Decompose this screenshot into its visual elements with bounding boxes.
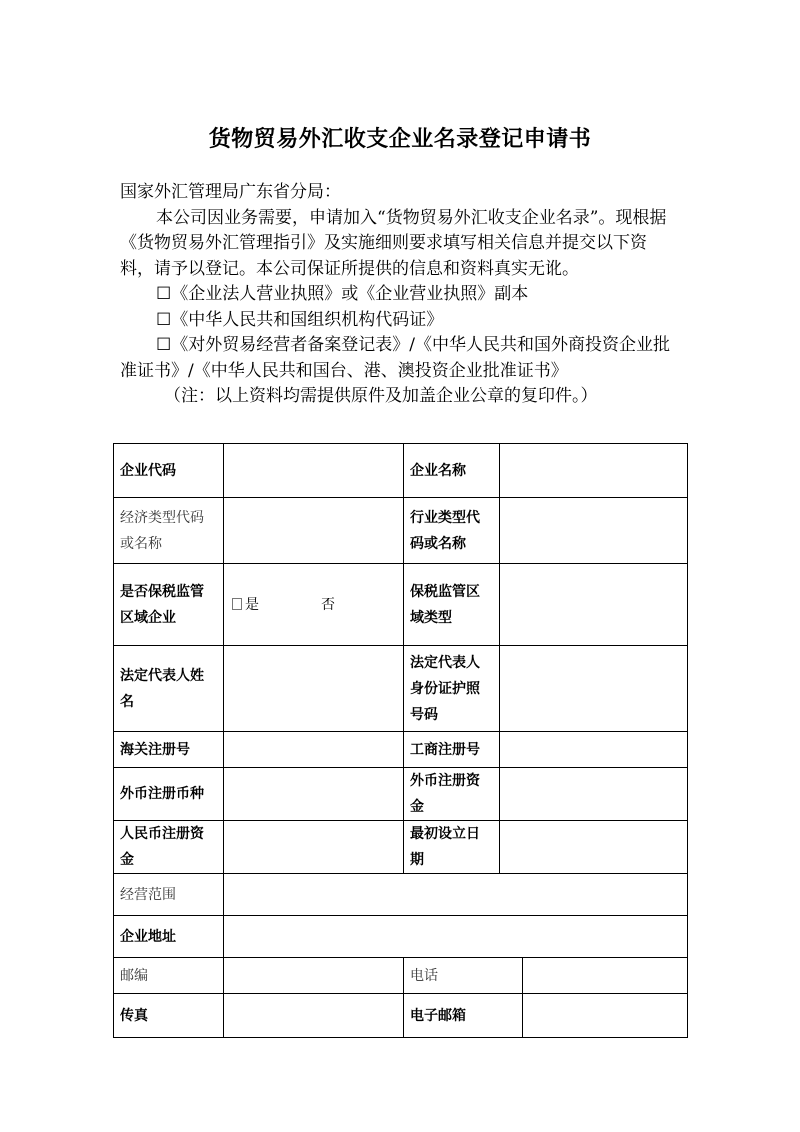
input-business-scope[interactable] xyxy=(224,874,688,916)
bonded-zone-choice xyxy=(224,564,404,646)
input-fax[interactable] xyxy=(224,994,404,1038)
label-enterprise-name: 企业名称 xyxy=(404,444,500,498)
label-founding-date: 最初设立日期 xyxy=(404,821,500,874)
input-enterprise-code[interactable] xyxy=(224,444,404,498)
table-row xyxy=(114,498,688,564)
table-row xyxy=(114,768,688,821)
label-address: 企业地址 xyxy=(114,916,224,958)
label-business-scope: 经营范围 xyxy=(114,874,224,916)
label-bonded-zone: 是否保税监管区域企业 xyxy=(114,564,224,646)
label-postcode: 邮编 xyxy=(114,958,224,994)
table-row xyxy=(114,958,688,994)
table-row xyxy=(114,444,688,498)
input-customs-no[interactable] xyxy=(224,732,404,768)
label-economic-type: 经济类型代码或名称 xyxy=(114,498,224,564)
registration-form xyxy=(113,443,688,1038)
label-customs-no: 海关注册号 xyxy=(114,732,224,768)
intro-paragraph: 本公司因业务需要，申请加入“货物贸易外汇收支企业名录”。现根据《货物贸易外汇管理指引》及实施细则要求填写相关信息并提交以下资料，请予以登记。本公司保证所提供的信息和资料真实无讹。 xyxy=(120,207,667,279)
label-enterprise-code: 企业代码 xyxy=(114,444,224,498)
note: （注：以上资料均需提供原件及加盖企业公章的复印件。） xyxy=(164,386,598,406)
table-row xyxy=(114,646,688,732)
application-body xyxy=(120,180,680,410)
checklist-item: ☐《中华人民共和国组织机构代码证》 xyxy=(156,309,444,330)
table-row xyxy=(114,821,688,874)
input-legal-rep-id[interactable] xyxy=(500,646,688,732)
table-row xyxy=(114,732,688,768)
input-fx-capital[interactable] xyxy=(500,768,688,821)
checklist-item: ☐《企业法人营业执照》或《企业营业执照》副本 xyxy=(156,284,529,304)
addressee: 国家外汇管理局广东省分局： xyxy=(120,182,341,202)
input-bonded-zone-type[interactable] xyxy=(500,564,688,646)
table-row xyxy=(114,994,688,1038)
label-industry-type: 行业类型代码或名称 xyxy=(404,498,500,564)
input-economic-type[interactable] xyxy=(224,498,404,564)
label-legal-rep-name: 法定代表人姓名 xyxy=(114,646,224,732)
table-row xyxy=(114,564,688,646)
input-legal-rep-name[interactable] xyxy=(224,646,404,732)
input-postcode[interactable] xyxy=(224,958,404,994)
page-title: 货物贸易外汇收支企业名录登记申请书 xyxy=(208,126,592,152)
label-rmb-capital: 人民币注册资金 xyxy=(114,821,224,874)
table-row xyxy=(114,916,688,958)
input-fx-currency[interactable] xyxy=(224,768,404,821)
checkbox-icon[interactable] xyxy=(232,598,242,610)
input-business-reg-no[interactable] xyxy=(500,732,688,768)
table-row xyxy=(114,874,688,916)
input-address[interactable] xyxy=(224,916,688,958)
input-enterprise-name[interactable] xyxy=(500,444,688,498)
label-bonded-zone-type: 保税监管区域类型 xyxy=(404,564,500,646)
input-phone[interactable] xyxy=(523,958,688,994)
input-rmb-capital[interactable] xyxy=(224,821,404,874)
label-phone: 电话 xyxy=(404,958,523,994)
input-industry-type[interactable] xyxy=(500,498,688,564)
label-fx-capital: 外币注册资金 xyxy=(404,768,500,821)
label-fax: 传真 xyxy=(114,994,224,1038)
option-no[interactable]: 否 xyxy=(321,596,335,613)
input-email[interactable] xyxy=(523,994,688,1038)
label-fx-currency: 外币注册币种 xyxy=(114,768,224,821)
checklist-item: ☐《对外贸易经营者备案登记表》/《中华人民共和国外商投资企业批准证书》/《中华人民共和国台、港、澳投资企业批准证书》 xyxy=(120,335,670,381)
label-email: 电子邮箱 xyxy=(404,994,523,1038)
label-business-reg-no: 工商注册号 xyxy=(404,732,500,768)
input-founding-date[interactable] xyxy=(500,821,688,874)
label-legal-rep-id: 法定代表人身份证护照号码 xyxy=(404,646,500,732)
option-yes[interactable]: 是 xyxy=(245,596,259,613)
